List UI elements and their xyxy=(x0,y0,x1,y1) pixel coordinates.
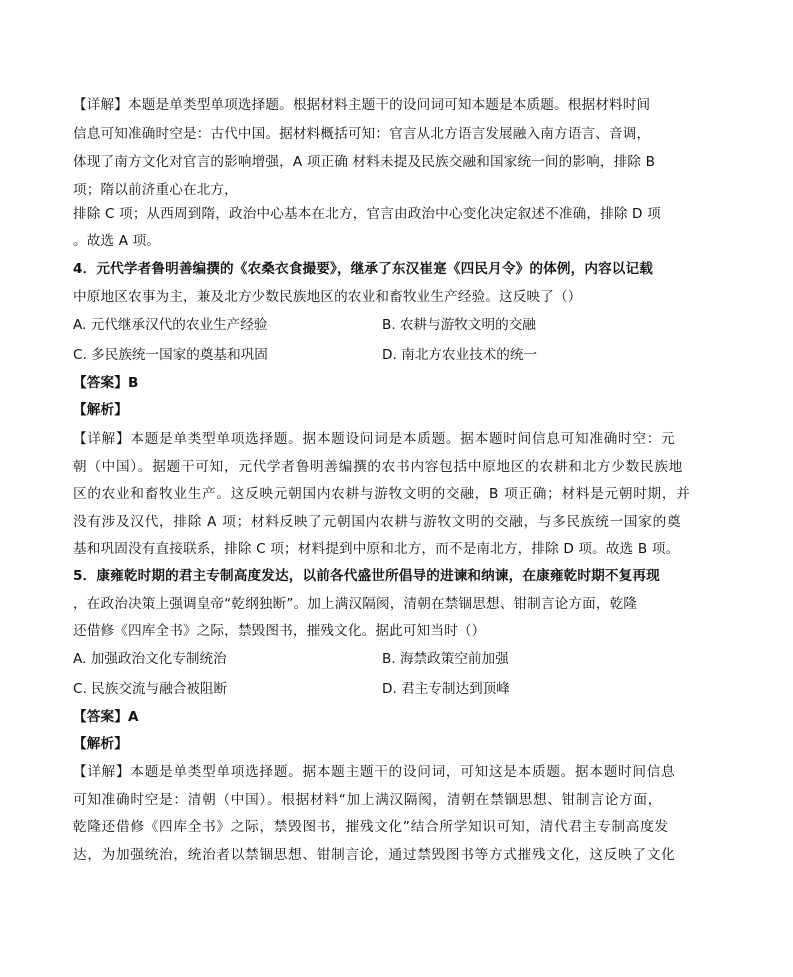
q3-explanation-line-4: 项；隋以前济重心在北方， xyxy=(73,182,238,198)
q4-answer: 【答案】B xyxy=(73,375,139,391)
q4-option-c: C. 多民族统一国家的奠基和巩固 xyxy=(73,347,268,363)
q5-explanation-line-1: 【详解】本题是单类型单项选择题。据本题主题干的设问词，可知这是本质题。据本题时间信息 xyxy=(73,764,676,780)
q5-explanation-line-2: 可知准确时空是：清朝（中国）。根据材料“加上满汉隔阂，清朝在禁锢思想、钳制言论方面， xyxy=(73,792,663,808)
q4-explanation-line-3: 区的农业和畜牧业生产。这反映元朝国内农耕与游牧文明的交融，B 项正确；材料是元朝时期，并 xyxy=(73,486,691,502)
q4-stem-line-1: 4．元代学者鲁明善编撰的《农桑衣食撮要》，继承了东汉崔寔《四民月令》的体例，内容以记载 xyxy=(73,261,654,277)
q5-explanation-line-3: 乾隆还借修《四库全书》之际，禁毁图书，摧残文化”结合所学知识可知，清代君主专制高度发 xyxy=(73,819,669,835)
q5-explanation-line-4: 达，为加强统治，统治者以禁锢思想、钳制言论，通过禁毁图书等方式摧残文化，这反映了文化 xyxy=(73,847,676,863)
q4-option-b: B. 农耕与游牧文明的交融 xyxy=(382,317,536,333)
q3-explanation-line-1: 【详解】本题是单类型单项选择题。根据材料主题干的设问词可知本题是本质题。根据材料时间 xyxy=(73,97,651,113)
q5-answer: 【答案】A xyxy=(73,709,139,725)
q4-explanation-line-1: 【详解】本题是单类型单项选择题。据本题设问词是本质题。据本题时间信息可知准确时空：元 xyxy=(73,431,676,447)
q5-analysis-label: 【解析】 xyxy=(73,736,128,752)
q5-option-d: D. 君主专制达到顶峰 xyxy=(382,681,510,697)
q3-explanation-line-2: 信息可知准确时空是：古代中国。据材料概括可知：官言从北方语言发展融入南方语言、音调， xyxy=(73,126,651,142)
q5-stem-line-2: ，在政治决策上强调皇帝“乾纲独断”。加上满汉隔阂，清朝在禁锢思想、钳制言论方面，乾隆 xyxy=(73,596,638,612)
q5-option-c: C. 民族交流与融合被阻断 xyxy=(73,681,228,697)
q3-explanation-line-5: 排除 C 项；从西周到隋，政治中心基本在北方，官言由政治中心变化决定叙述不准确，排除 D 项 xyxy=(73,206,661,222)
q4-stem-line-2: 中原地区农事为主，兼及北方少数民族地区的农业和畜牧业生产经验。这反映了（） xyxy=(73,289,582,305)
q5-stem-line-1: 5．康雍乾时期的君主专制高度发达，以前各代盛世所倡导的进谏和纳谏，在康雍乾时期不复再现 xyxy=(73,568,660,584)
q4-analysis-label: 【解析】 xyxy=(73,402,128,418)
q5-stem-line-3: 还借修《四库全书》之际，禁毁图书，摧残文化。据此可知当时（） xyxy=(73,623,486,639)
q3-explanation-line-3: 体现了南方文化对官言的影响增强，A 项正确 材料未提及民族交融和国家统一间的影响，排除 B xyxy=(73,154,656,170)
q4-option-a: A. 元代继承汉代的农业生产经验 xyxy=(73,317,268,333)
q3-explanation-line-6: 。故选 A 项。 xyxy=(73,233,161,249)
q4-explanation-line-2: 朝（中国）。据题干可知，元代学者鲁明善编撰的农书内容包括中原地区的农耕和北方少数民族地 xyxy=(73,459,683,475)
q4-option-d: D. 南北方农业技术的统一 xyxy=(382,347,538,363)
q4-explanation-line-4: 没有涉及汉代，排除 A 项；材料反映了元朝国内农耕与游牧文明的交融，与多民族统一国家的奠 xyxy=(73,514,682,530)
q5-option-b: B. 海禁政策空前加强 xyxy=(382,651,509,667)
q5-option-a: A. 加强政治文化专制统治 xyxy=(73,651,227,667)
q4-explanation-line-5: 基和巩固没有直接联系，排除 C 项；材料提到中原和北方，而不是南北方，排除 D 项。故选 B 项。 xyxy=(73,541,680,557)
